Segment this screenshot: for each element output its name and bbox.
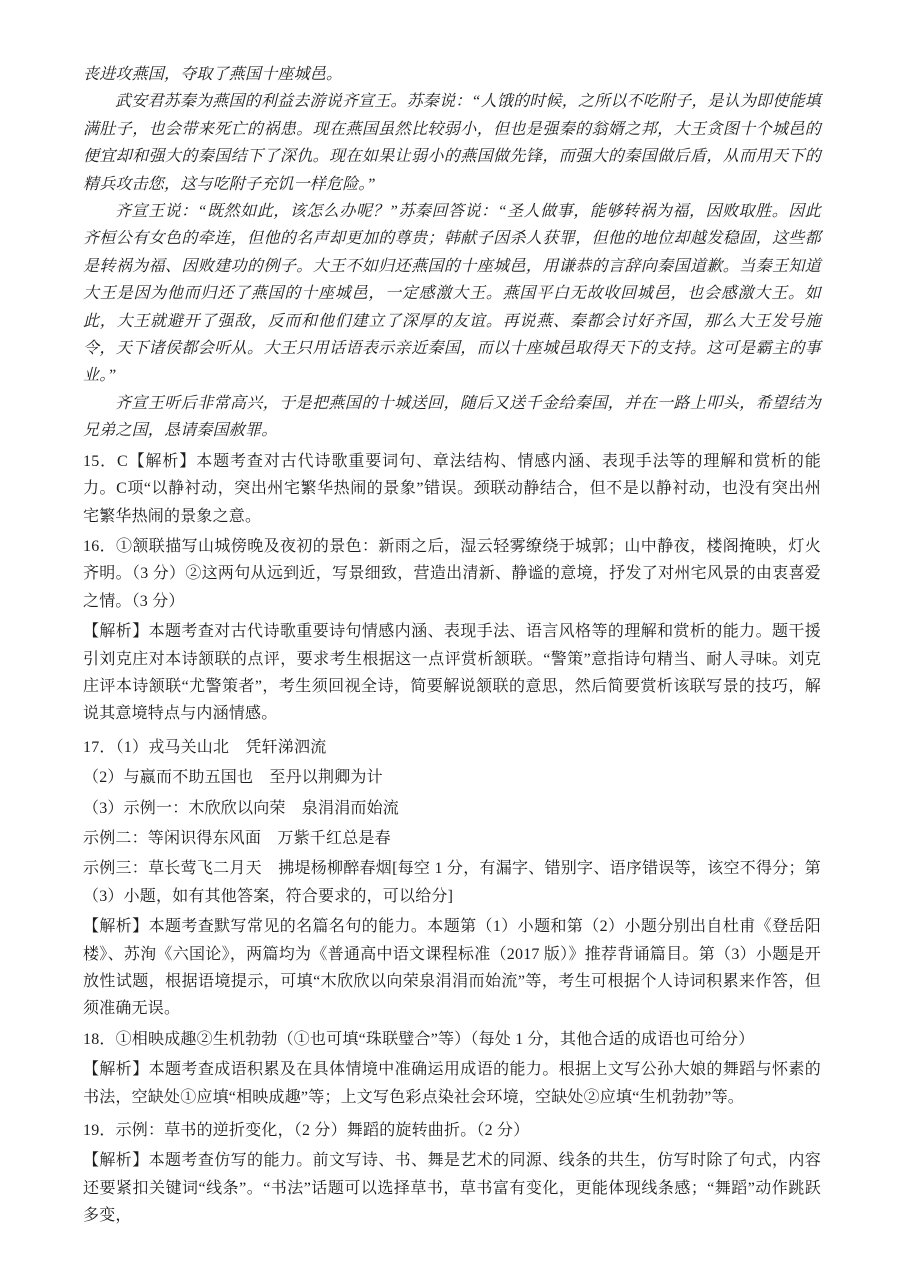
translation-paragraph-2: 武安君苏秦为燕国的利益去游说齐宣王。苏秦说：“人饿的时候，之所以不吃附子，是认为即使能填满肚子，也会带来死亡的祸患。现在燕国虽然比较弱小，但也是强秦的翁婿之邦，大王贪图十个城邑的便宜却和强大的秦国结下了深仇。现在如果让弱小的燕国做先锋，而强大的秦国做后盾，从而用天下的精兵攻击您，这与吃附子充饥一样危险。” [83,93,821,193]
analysis-18: 【解析】本题考查成语积累及在具体情境中准确运用成语的能力。根据上文写公孙大娘的舞蹈与怀素的书法，空缺处①应填“相映成趣”等；上文写色彩点染社会环境，空缺处②应填“生机勃勃”等。 [83,1061,821,1106]
answer-section [83,448,821,1230]
answer-17-line-3: （3）示例一：木欣欣以向荣 泉涓涓而始流 [83,799,400,817]
answer-15: 15．C【解析】本题考查对古代诗歌重要词句、章法结构、情感内涵、表现手法等的理解和赏析的能力。C项“以静衬动，突出州宅繁华热闹的景象”错误。颈联动静结合，但不是以静衬动，也没有突出州宅繁华热闹的景象之意。 [83,452,821,525]
translation-paragraph-1: 丧进攻燕国，夺取了燕国十座城邑。 [83,66,343,83]
translation-section [83,61,821,445]
analysis-17: 【解析】本题考查默写常见的名篇名句的能力。本题第（1）小题和第（2）小题分别出自杜甫《登岳阳楼》、苏洵《六国论》，两篇均为《普通高中语文课程标准（2017 版）》推荐背诵篇目。第（3）小题是开放性试题，根据语境提示，可填“木欣欣以向荣泉涓涓而始流”等，考生可根据个人诗词积累来作答，但须准确无误。 [83,918,821,1018]
answer-18: 18．①相映成趣②生机勃勃（①也可填“珠联璧合”等）（每处 1 分，其他合适的成语也可给分） [83,1030,755,1048]
answer-17-line-4: 示例二：等闲识得东风面 万紫千红总是春 [83,829,391,847]
answer-19: 19．示例：草书的逆折变化，（2 分）舞蹈的旋转曲折。（2 分） [83,1122,530,1140]
translation-paragraph-4: 齐宣王听后非常高兴，于是把燕国的十城送回，随后又送千金给秦国，并在一路上叩头，希望结为兄弟之国，恳请秦国赦罪。 [83,394,821,440]
analysis-16: 【解析】本题考查对古代诗歌重要诗句情感内涵、表现手法、语言风格等的理解和赏析的能力。题干援引刘克庄对本诗颔联的点评，要求考生根据这一点评赏析颔联。“警策”意指诗句精当、耐人寻味。刘克庄评本诗颔联“尤警策者”，考生须回视全诗，简要解说颔联的意思，然后简要赏析该联写景的技巧，解说其意境特点与内涵情感。 [83,623,821,723]
answer-17-line-2: （2）与嬴而不助五国也 至丹以荆卿为计 [83,769,383,787]
analysis-19: 【解析】本题考查仿写的能力。前文写诗、书、舞是艺术的同源、线条的共生，仿写时除了句式，内容还要紧扣关键词“线条”。“书法”话题可以选择草书，草书富有变化，更能体现线条感；“舞蹈”动作跳跃多变， [83,1152,821,1225]
answer-17-line-5: 示例三：草长莺飞二月天 拂堤杨柳醉春烟[每空 1 分，有漏字、错别字、语序错误等，该空不得分；第（3）小题，如有其他答案，符合要求的，可以给分] [83,860,821,905]
answer-17-line-1: 17．（1）戎马关山北 凭轩涕泗流 [83,738,327,756]
page-content [83,61,821,1230]
answer-16: 16．①颔联描写山城傍晚及夜初的景色：新雨之后，湿云轻雾缭绕于城郭；山中静夜，楼阁掩映，灯火齐明。（3 分）②这两句从远到近，写景细致，营造出清新、静谧的意境，抒发了对州宅风景的由衷喜爱之情。（3 分） [83,537,821,610]
translation-paragraph-3: 齐宣王说：“既然如此，该怎么办呢？”苏秦回答说：“圣人做事，能够转祸为福，因败取胜。因此齐桓公有女色的牵连，但他的名声却更加的尊贵；韩献子因杀人获罪，但他的地位却越发稳固，这些都是转祸为福、因败建功的例子。大王不如归还燕国的十座城邑，用谦恭的言辞向秦国道歉。当秦王知道大王是因为他而归还了燕国的十座城邑，一定感激大王。燕国平白无故收回城邑，也会感激大王。如此，大王就避开了强敌，反而和他们建立了深厚的友谊。再说燕、秦都会讨好齐国，那么大王发号施令，天下诸侯都会听从。大王只用话语表示亲近秦国，而以十座城邑取得天下的支持。这可是霸主的事业。” [83,203,821,385]
